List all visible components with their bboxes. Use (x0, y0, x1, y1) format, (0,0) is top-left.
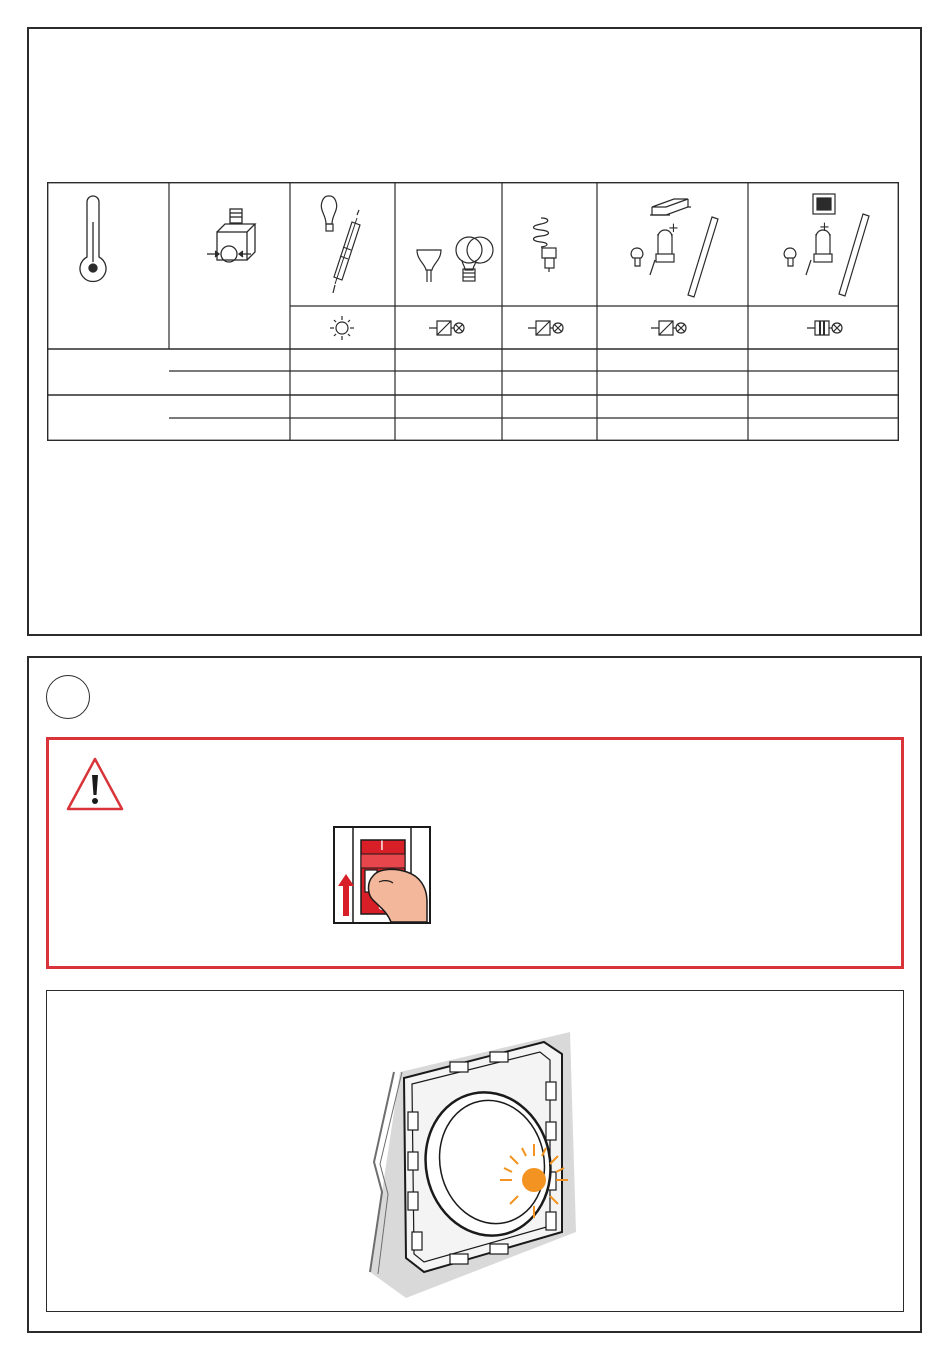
thermometer-icon (80, 196, 106, 282)
electronic-driver-symbol-icon (429, 321, 464, 335)
led-lamps-icon (417, 237, 493, 282)
incandescent-symbol-icon (330, 316, 354, 340)
specifications-table (47, 182, 899, 441)
ferromagnetic-transformer-fluorescent-icon (784, 194, 869, 296)
warning-triangle-icon (64, 755, 126, 813)
mechanism-illustration (360, 1022, 580, 1300)
electronic-driver-symbol-icon (651, 321, 686, 335)
breaker-on-label: I (380, 837, 384, 853)
step-badge (46, 675, 90, 719)
ferromagnetic-transformer-symbol-icon (807, 321, 842, 335)
electronic-driver-symbol-icon (528, 321, 563, 335)
warning-box (46, 737, 904, 969)
terminal-screw-icon (207, 209, 255, 262)
svg-text:+: + (819, 220, 830, 235)
electronic-transformer-fluorescent-icon (631, 199, 718, 297)
cfl-lamp-icon (534, 218, 557, 272)
halogen-lamp-icon (321, 196, 360, 293)
svg-text:+: + (668, 221, 679, 236)
circuit-breaker-icon (333, 826, 431, 924)
